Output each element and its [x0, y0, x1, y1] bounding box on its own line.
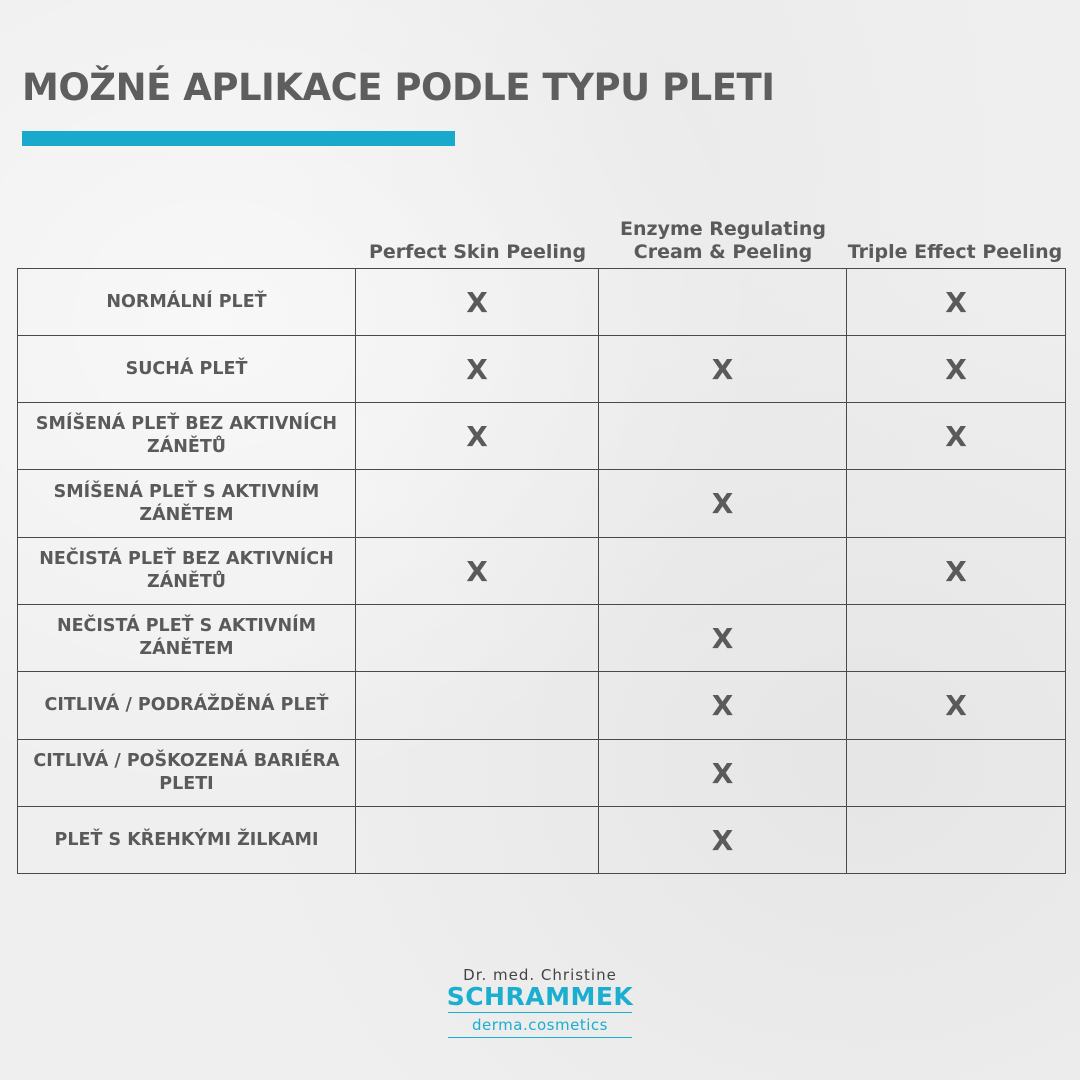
logo-divider [448, 1037, 632, 1038]
skin-type-label: NEČISTÁ PLEŤ BEZ AKTIVNÍCH ZÁNĚTŮ [18, 538, 356, 605]
column-header-perfect-skin-peeling [356, 204, 599, 264]
application-mark-cell [599, 269, 847, 336]
skin-type-label: SUCHÁ PLEŤ [18, 336, 356, 403]
skin-type-label: PLEŤ S KŘEHKÝMI ŽILKAMI [18, 807, 356, 874]
application-mark-cell: X [599, 740, 847, 807]
table-row [18, 269, 1066, 336]
application-mark-cell [599, 538, 847, 605]
logo-divider [448, 1012, 632, 1013]
application-mark-cell: X [356, 403, 599, 470]
application-mark-cell [599, 403, 847, 470]
skin-type-label: SMÍŠENÁ PLEŤ S AKTIVNÍM ZÁNĚTEM [18, 470, 356, 538]
column-header-line: Triple Effect Peeling [847, 241, 1063, 263]
table-row [18, 672, 1066, 740]
application-mark-cell: X [599, 807, 847, 874]
application-mark-cell: X [847, 538, 1066, 605]
application-mark-cell [356, 470, 599, 538]
column-header-line: Perfect Skin Peeling [368, 241, 587, 263]
title-underline-bar [22, 131, 455, 146]
table-row [18, 538, 1066, 605]
logo-sub-text: derma.cosmetics [472, 1016, 608, 1034]
application-mark-cell: X [356, 269, 599, 336]
application-mark-cell [847, 807, 1066, 874]
column-header-triple-effect-peeling [840, 204, 1070, 264]
application-mark-cell [847, 470, 1066, 538]
logo-top-text: Dr. med. Christine [463, 966, 617, 984]
application-mark-cell [847, 740, 1066, 807]
table-row [18, 403, 1066, 470]
application-mark-cell [356, 807, 599, 874]
table-row [18, 336, 1066, 403]
brand-logo [440, 966, 640, 1040]
column-header-enzyme-regulating [599, 204, 847, 264]
column-header-line: Enzyme Regulating [620, 218, 826, 240]
application-mark-cell: X [356, 538, 599, 605]
application-mark-cell [356, 740, 599, 807]
application-mark-cell: X [599, 336, 847, 403]
application-mark-cell: X [847, 403, 1066, 470]
application-mark-cell: X [599, 605, 847, 672]
application-mark-cell: X [356, 336, 599, 403]
application-mark-cell [356, 672, 599, 740]
logo-brand-text: SCHRAMMEK [446, 982, 634, 1011]
application-mark-cell [356, 605, 599, 672]
application-mark-cell: X [847, 269, 1066, 336]
skin-type-label: NORMÁLNÍ PLEŤ [18, 269, 356, 336]
table-row [18, 807, 1066, 874]
table-row [18, 470, 1066, 538]
page-title: MOŽNÉ APLIKACE PODLE TYPU PLETI [22, 66, 775, 109]
skin-type-label: SMÍŠENÁ PLEŤ BEZ AKTIVNÍCH ZÁNĚTŮ [18, 403, 356, 470]
application-mark-cell: X [847, 336, 1066, 403]
application-mark-cell: X [847, 672, 1066, 740]
application-mark-cell: X [599, 470, 847, 538]
skin-type-label: NEČISTÁ PLEŤ S AKTIVNÍM ZÁNĚTEM [18, 605, 356, 672]
table-row [18, 740, 1066, 807]
skin-type-table [17, 268, 1066, 874]
skin-type-label: CITLIVÁ / POŠKOZENÁ BARIÉRA PLETI [18, 740, 356, 807]
skin-type-label: CITLIVÁ / PODRÁŽDĚNÁ PLEŤ [18, 672, 356, 740]
application-mark-cell [847, 605, 1066, 672]
table-row [18, 605, 1066, 672]
column-header-line: Cream & Peeling [633, 241, 813, 263]
application-mark-cell: X [599, 672, 847, 740]
